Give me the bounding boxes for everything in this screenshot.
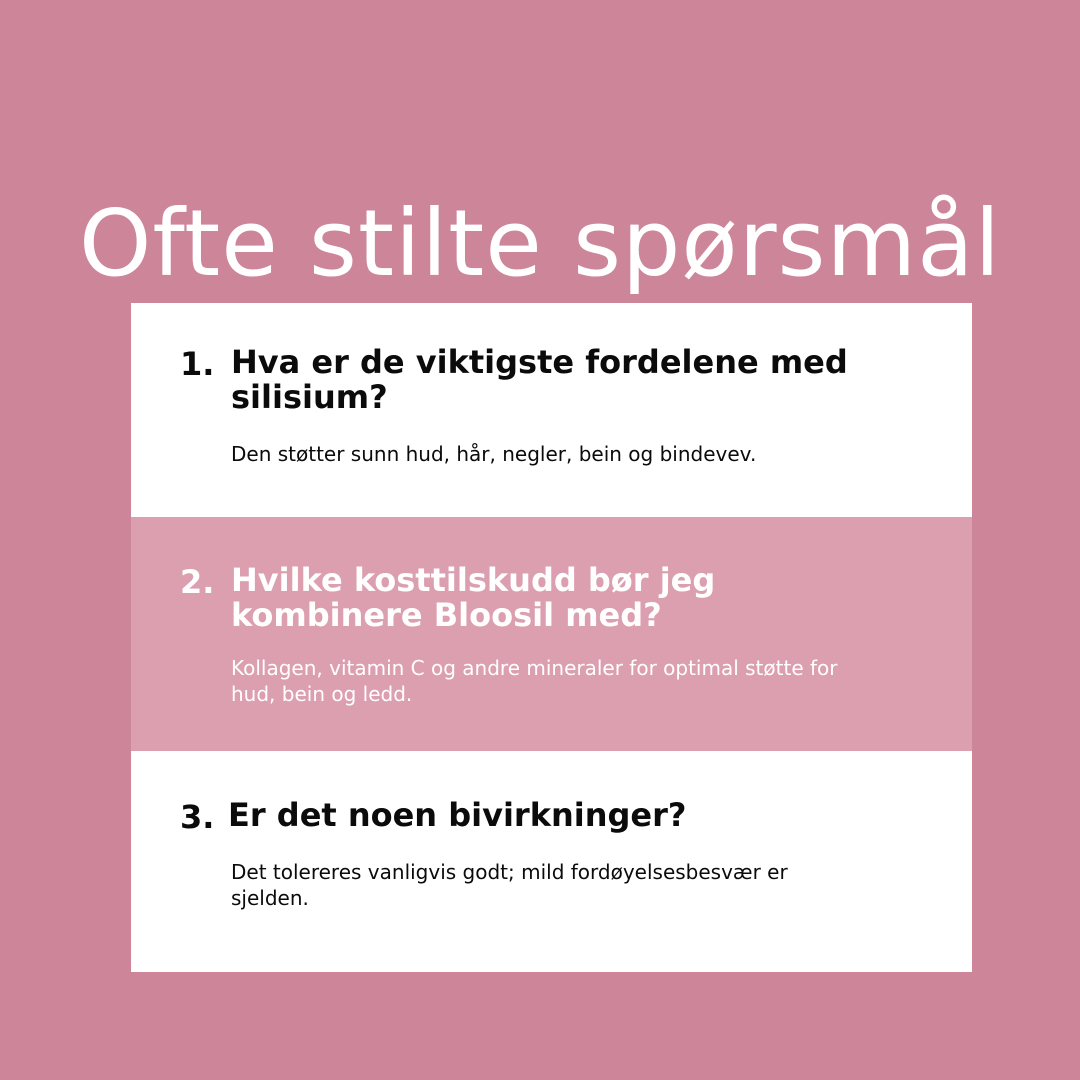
- faq-number: 3.: [180, 798, 215, 836]
- page-title: Ofte stilte spørsmål: [78, 189, 1002, 297]
- faq-answer: Det tolereres vanligvis godt; mild fordøyelsesbesvær er sjelden.: [231, 860, 788, 910]
- faq-question: Er det noen bivirkninger?: [228, 796, 687, 834]
- faq-item-2[interactable]: [131, 517, 972, 751]
- faq-item-3[interactable]: [131, 751, 972, 972]
- faq-answer: Kollagen, vitamin C og andre mineraler for optimal støtte for hud, bein og ledd.: [231, 656, 838, 706]
- faq-question: Hva er de viktigste fordelene med silisium?: [231, 343, 848, 416]
- faq-answer: Den støtter sunn hud, hår, negler, bein og bindevev.: [231, 442, 757, 466]
- faq-list: [131, 303, 972, 972]
- faq-question: Hvilke kosttilskudd bør jeg kombinere Bloosil med?: [231, 561, 716, 634]
- faq-item-1[interactable]: [131, 303, 972, 517]
- faq-number: 2.: [180, 563, 215, 601]
- faq-number: 1.: [180, 345, 215, 383]
